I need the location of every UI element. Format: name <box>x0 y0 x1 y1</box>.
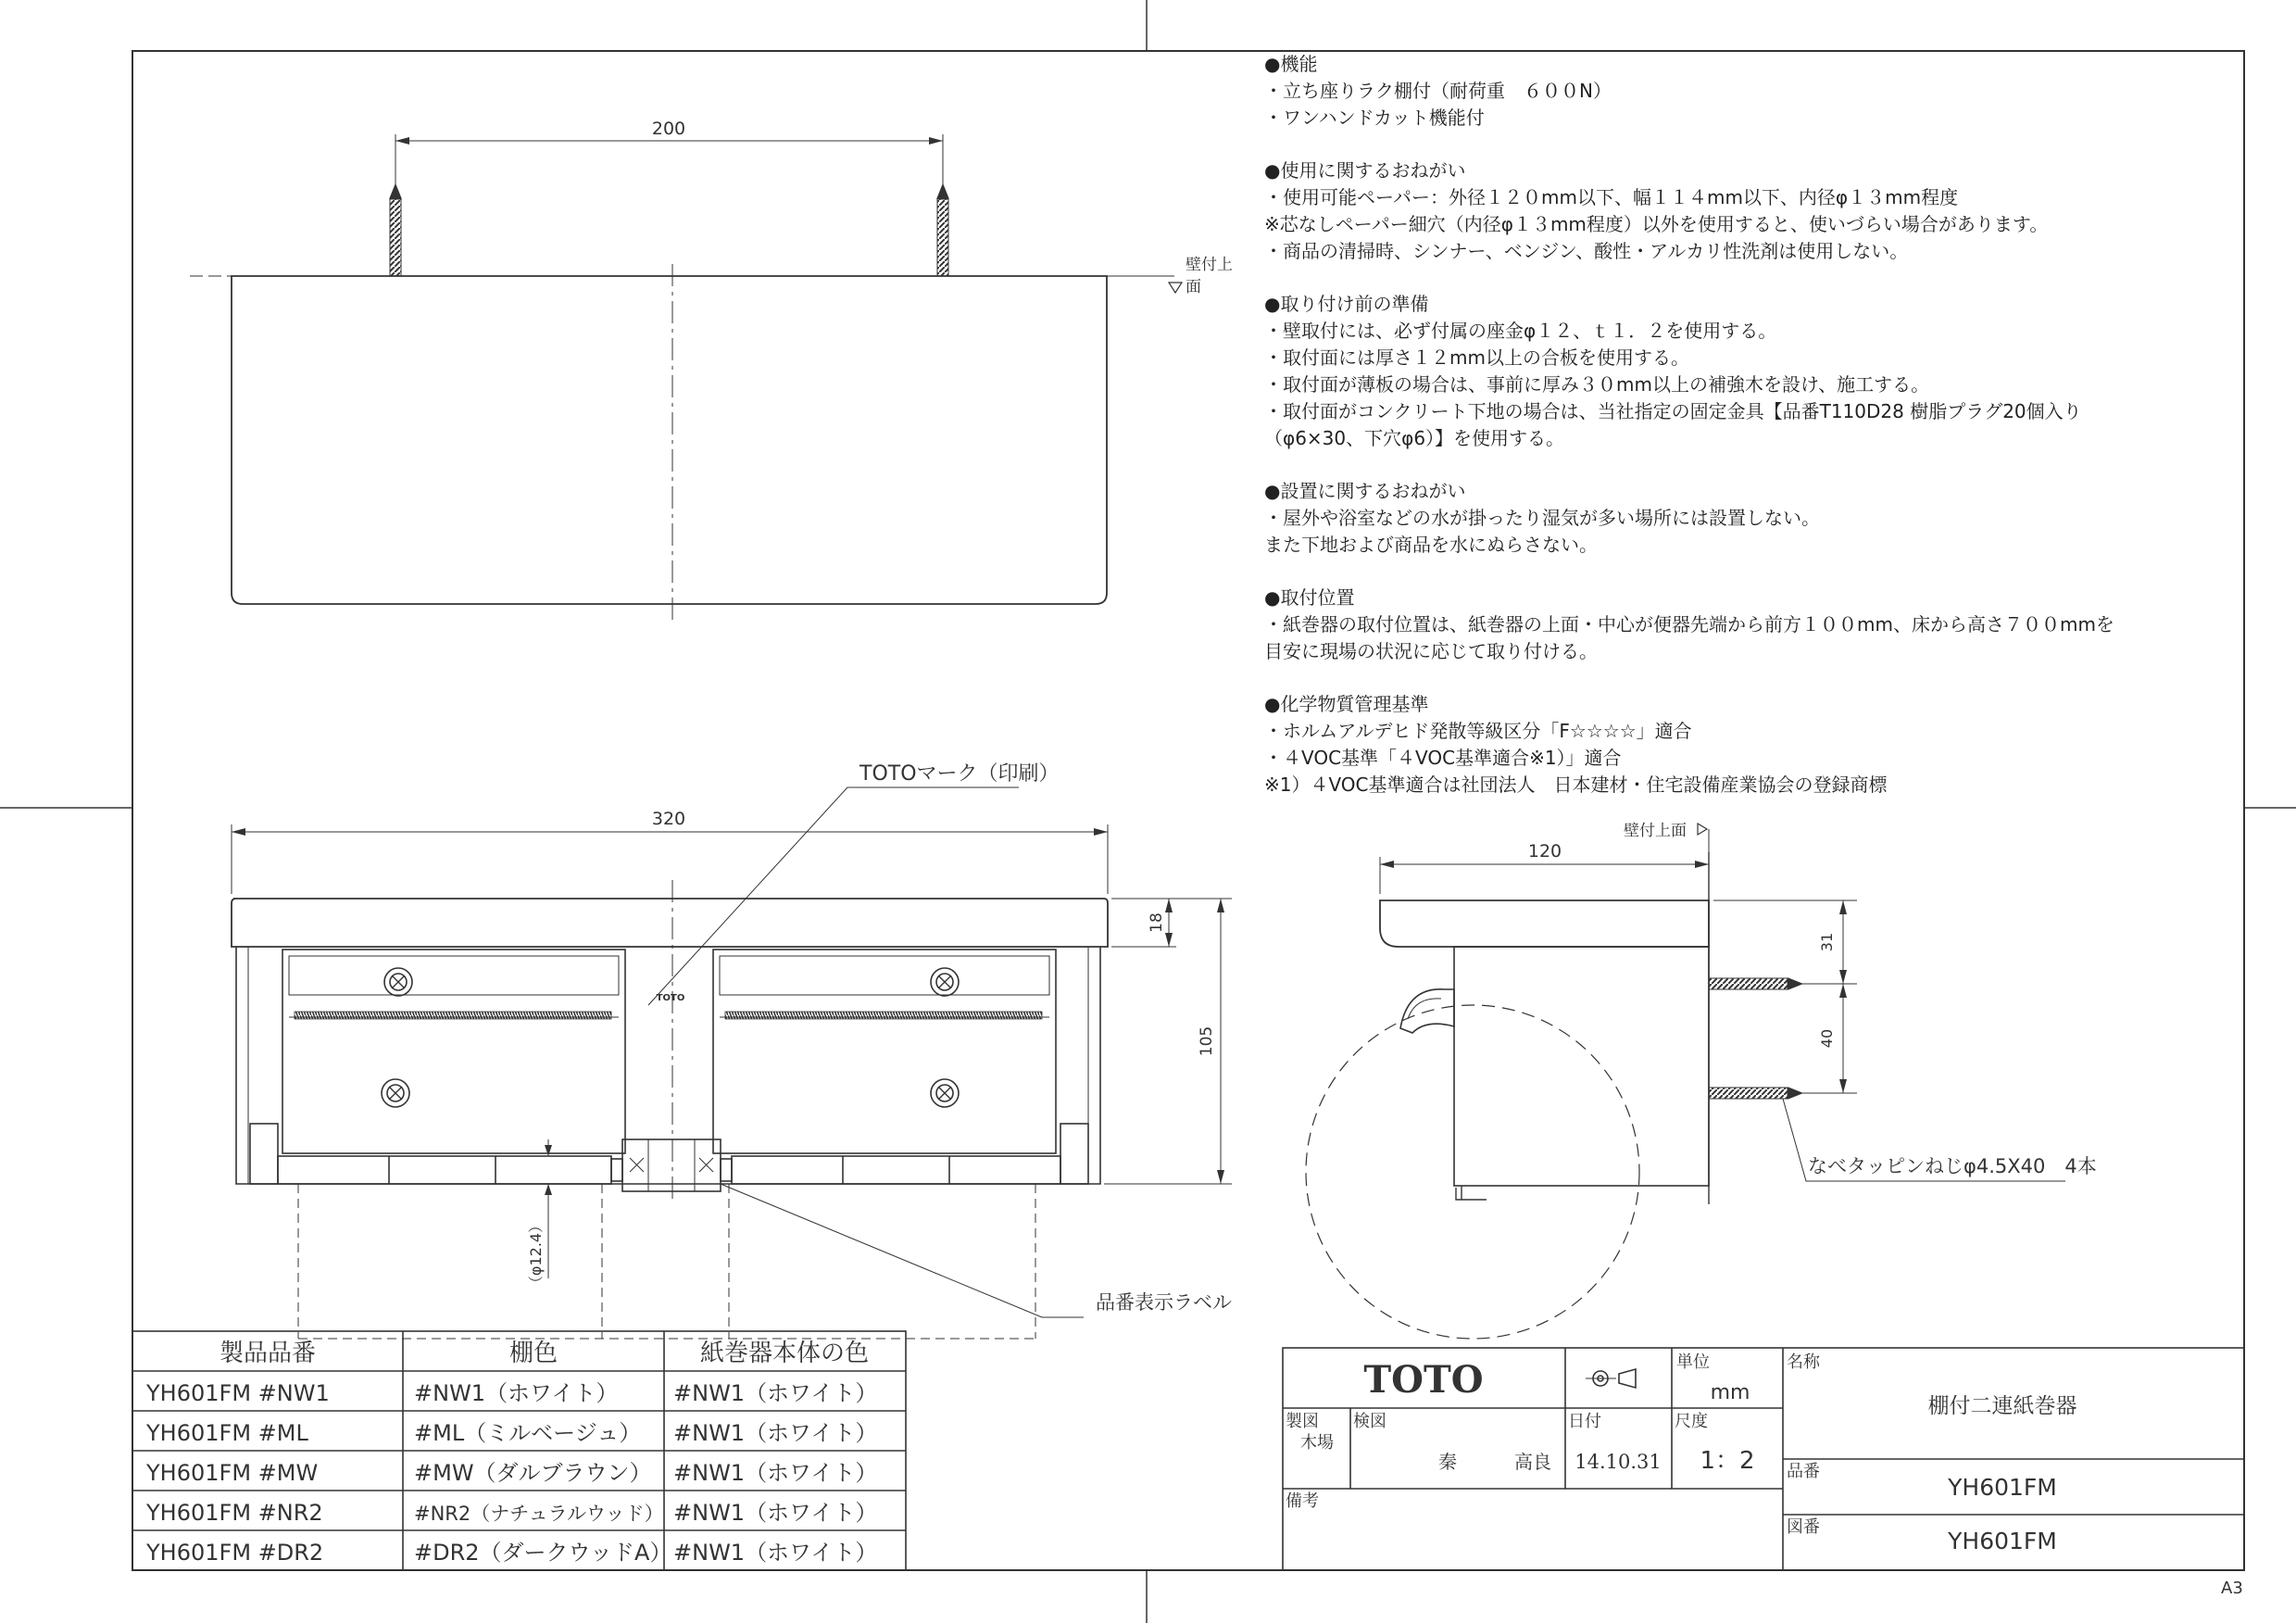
scale-value: 1：2 <box>1700 1447 1755 1475</box>
table-cell: YH601FM #NR2 <box>146 1500 323 1526</box>
date-label: 日付 <box>1568 1412 1601 1431</box>
table-header-shelf-color: 棚色 <box>508 1340 558 1367</box>
table-cell: #NW1（ホワイト） <box>414 1380 619 1406</box>
notes-section-installation <box>1264 478 2237 559</box>
product-no-label: 品番 <box>1787 1462 1820 1481</box>
table-cell: #DR2（ダークウッドA） <box>414 1540 672 1566</box>
note-line: ・ホルムアルデヒド発散等級区分「F☆☆☆☆」適合 <box>1264 720 1692 742</box>
dim-top-width: 200 <box>651 119 686 139</box>
toto-mark-callout: TOTOマーク（印刷） <box>859 762 1060 786</box>
name-label: 名称 <box>1787 1352 1820 1372</box>
section-heading: ●使用に関するおねがい <box>1264 159 1466 182</box>
section-heading: ●取り付け前の準備 <box>1264 293 1429 315</box>
screw-note: なべタッピンねじφ4.5X40 4本 <box>1808 1155 2097 1177</box>
note-line: 目安に現場の状況に応じて取り付ける。 <box>1264 640 1598 662</box>
note-line: ・ワンハンドカット機能付 <box>1264 107 1485 129</box>
dim-screw-lower: 40 <box>1818 1028 1836 1049</box>
table-cell: #NW1（ホワイト） <box>673 1500 878 1526</box>
wall-top-label-1: 壁付上 <box>1186 256 1233 274</box>
unit-label: 単位 <box>1676 1352 1710 1372</box>
note-line: ・取付面がコンクリート下地の場合は、当社指定の固定金具【品番T110D28 樹脂プラグ20個入り <box>1264 400 2082 422</box>
note-line: ※芯なしペーパー細穴（内径φ１３mm程度）以外を使用すると、使いづらい場合があります。 <box>1264 213 2049 235</box>
drawn-label: 製図 <box>1286 1412 1319 1431</box>
table-cell: #ML（ミルベージュ） <box>414 1420 642 1446</box>
date-value: 14.10.31 <box>1575 1451 1662 1473</box>
table-header-product: 製品品番 <box>219 1340 317 1367</box>
notes-section-usage <box>1264 157 2237 265</box>
drawing-no-label: 図番 <box>1787 1517 1820 1537</box>
note-line: ・壁取付には、必ず付属の座金φ１２、ｔ１．２を使用する。 <box>1264 320 1777 342</box>
drawing-no-value: YH601FM <box>1948 1528 2057 1554</box>
section-heading: ●設置に関するおねがい <box>1264 480 1466 502</box>
note-line: ※1）４VOC基準適合は社団法人 日本建材・住宅設備産業協会の登録商標 <box>1264 774 1888 796</box>
color-table-text <box>145 1340 877 1566</box>
note-line: ・取付面には厚さ１２mm以上の合板を使用する。 <box>1264 346 1689 369</box>
top-view <box>190 134 1182 625</box>
label-sticker-callout: 品番表示ラベル <box>1096 1291 1232 1314</box>
toto-print-mark: TOTO <box>656 993 685 1003</box>
check-label: 検図 <box>1353 1412 1386 1431</box>
sheet-size: A3 <box>2221 1579 2243 1598</box>
table-cell: #NW1（ホワイト） <box>673 1540 878 1566</box>
table-cell: #NW1（ホワイト） <box>673 1420 878 1446</box>
remarks-label: 備考 <box>1286 1491 1319 1511</box>
dim-side-depth: 120 <box>1527 841 1562 862</box>
front-view <box>232 787 1232 1339</box>
wall-top-label-2: 面 <box>1186 278 1201 296</box>
note-line: また下地および商品を水にぬらさない。 <box>1264 534 1598 556</box>
check-value-1: 秦 <box>1438 1451 1457 1473</box>
table-cell: #MW（ダルブラウン） <box>414 1460 652 1486</box>
table-cell: YH601FM #NW1 <box>146 1380 330 1406</box>
notes-section-chemical <box>1264 691 2237 799</box>
title-block-text <box>1286 1352 2243 1598</box>
dim-shaft-diameter: （φ12.4） <box>527 1217 545 1291</box>
scale-label: 尺度 <box>1675 1412 1708 1431</box>
table-cell: #NW1（ホワイト） <box>673 1380 878 1406</box>
note-line: ・商品の清掃時、シンナー、ベンジン、酸性・アルカリ性洗剤は使用しない。 <box>1264 240 1909 262</box>
table-cell: YH601FM #ML <box>146 1420 308 1446</box>
notes-panel <box>1264 51 2237 824</box>
table-header-body-color: 紙巻器本体の色 <box>699 1340 870 1367</box>
section-heading: ●化学物質管理基準 <box>1264 693 1429 715</box>
notes-section-preparation <box>1264 291 2237 452</box>
wall-top-side-label: 壁付上面 <box>1624 822 1687 840</box>
table-cell: YH601FM #DR2 <box>146 1540 324 1566</box>
dim-screw-upper: 31 <box>1818 932 1836 952</box>
dim-front-width: 320 <box>651 809 686 829</box>
section-heading: ●取付位置 <box>1264 586 1355 609</box>
dim-height: 105 <box>1198 1025 1216 1057</box>
product-no-value: YH601FM <box>1948 1474 2057 1501</box>
section-heading: ●機能 <box>1264 53 1318 75</box>
note-line: ・使用可能ペーパー：外径１２０mm以下、幅１１４mm以下、内径φ１３mm程度 <box>1264 186 1959 208</box>
side-view <box>1306 824 2065 1339</box>
note-line: ・４VOC基準「４VOC基準適合※1）」適合 <box>1264 747 1622 769</box>
check-value-2: 高良 <box>1514 1451 1551 1473</box>
table-cell: YH601FM #MW <box>146 1460 319 1486</box>
note-line: ・紙巻器の取付位置は、紙巻器の上面・中心が便器先端から前方１００mm、床から高さ７００mmを <box>1264 613 2114 635</box>
note-line: ・屋外や浴室などの水が掛ったり湿気が多い場所には設置しない。 <box>1264 507 1820 529</box>
table-cell: #NW1（ホワイト） <box>673 1460 878 1486</box>
note-line: （φ6×30、下穴φ6）】を使用する。 <box>1264 427 1565 449</box>
product-name: 棚付二連紙巻器 <box>1927 1394 2077 1418</box>
drawn-value: 木場 <box>1300 1433 1334 1453</box>
unit-value: mm <box>1710 1381 1750 1404</box>
notes-section-position <box>1264 585 2237 665</box>
note-line: ・立ち座りラク棚付（耐荷重 ６００N） <box>1264 80 1612 102</box>
table-cell: #NR2（ナチュラルウッド） <box>414 1503 664 1525</box>
notes-section-function <box>1264 51 2237 132</box>
brand-logo: TOTO <box>1363 1358 1484 1402</box>
dim-shelf-thickness: 18 <box>1148 912 1166 933</box>
note-line: ・取付面が薄板の場合は、事前に厚み３０mm以上の補強木を設け、施工する。 <box>1264 373 1930 396</box>
